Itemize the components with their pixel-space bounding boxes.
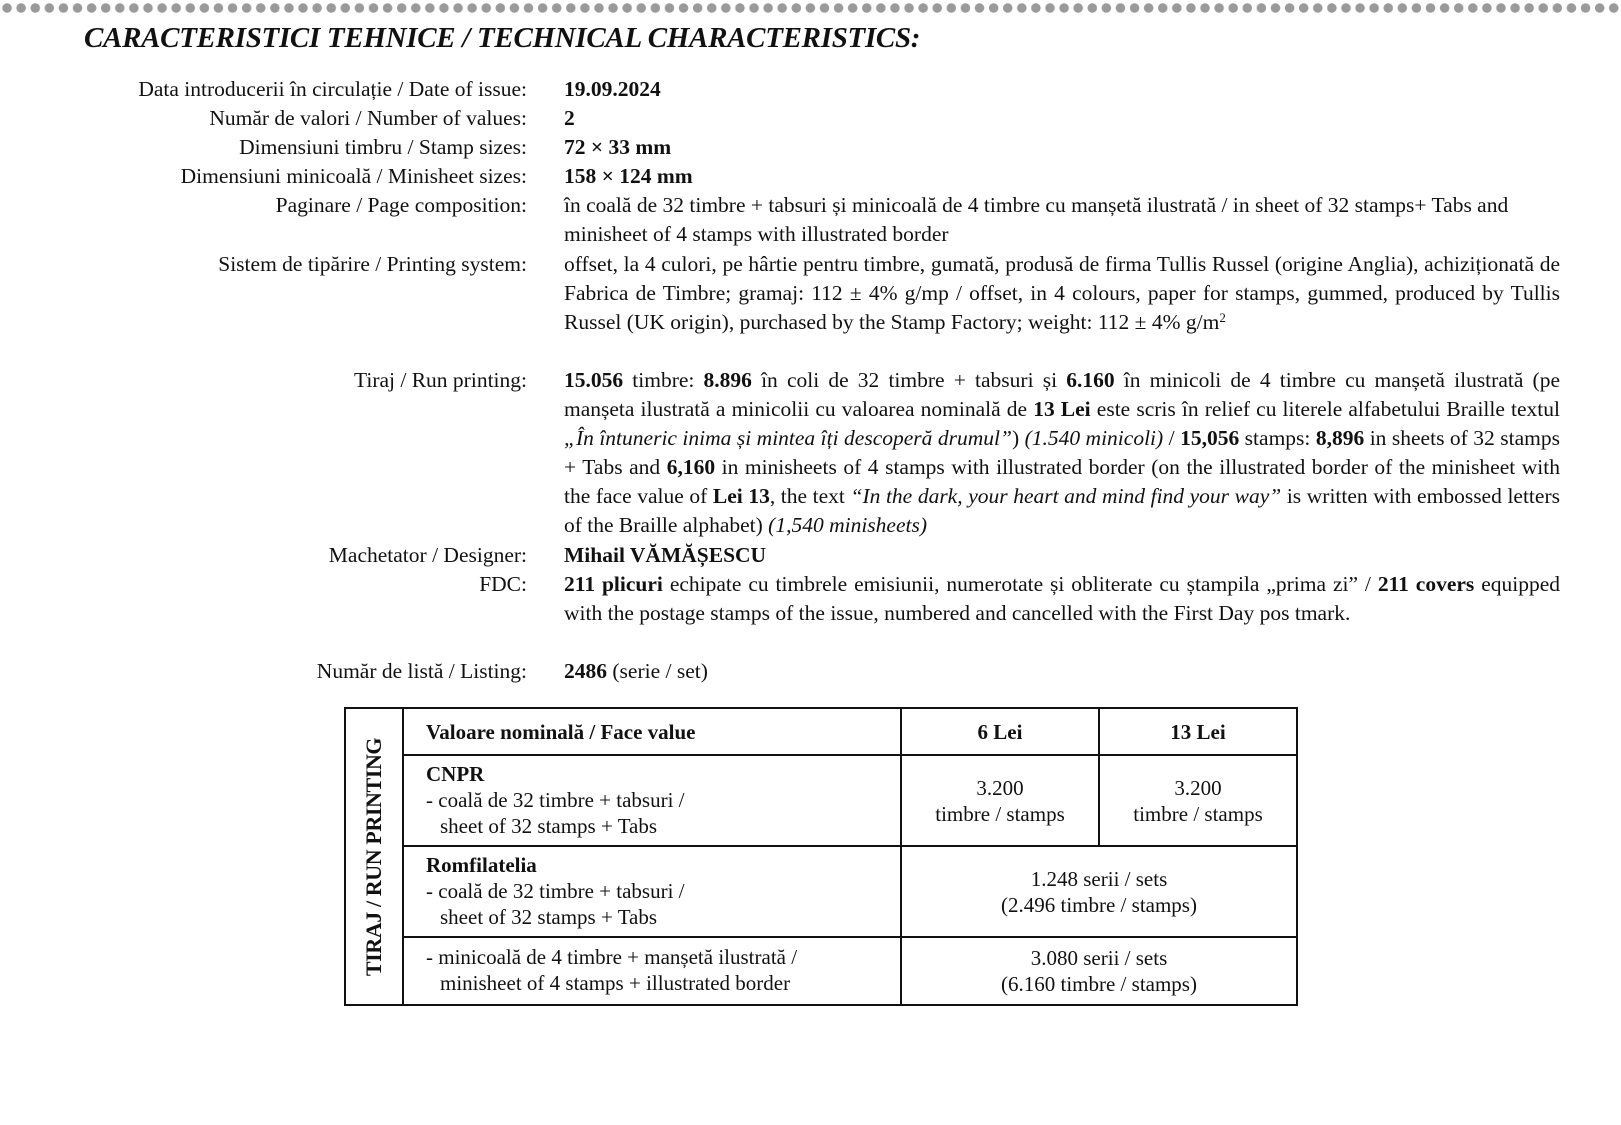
run-text: 13 Lei — [1033, 397, 1091, 421]
column-header-13-lei: 13 Lei — [1099, 708, 1297, 755]
table-side-cell — [345, 708, 403, 1005]
row-name: Romfilatelia — [426, 852, 537, 877]
printing-text: offset, la 4 culori, pe hârtie pentru timbre, gumată, produsă de firma Tullis Russel (origine Anglia), achiziționată de Fabrica de Timbre; gramaj: 112 ± 4% g/mp / offset, in 4 colours, paper for stamps, gummed, produced by Tullis Russel (UK origin), purchased by the Stamp Factory; weight: 112 ± 4% g/m — [564, 252, 1560, 334]
table-row-minisheet — [345, 937, 1297, 1005]
run-text: in sheets of 32 stamps + Tabs and — [564, 426, 1560, 479]
spec-label: Sistem de tipărire / Printing system: — [218, 252, 527, 276]
cell-line: 3.200 — [976, 775, 1024, 800]
run-text: “In the dark, your heart and mind find your way” — [850, 484, 1282, 508]
table-side-label: TIRAJ / RUN PRINTING — [361, 737, 386, 976]
spec-value — [564, 570, 1560, 628]
fdc-text: echipate cu timbrele emisiunii, numerotate și obliterate cu ștampila „prima zi” / — [662, 572, 1378, 596]
table-cell — [901, 755, 1099, 846]
row-line: minisheet of 4 stamps + illustrated border — [440, 971, 791, 995]
cell-line: 1.248 serii / sets — [1030, 866, 1168, 891]
spec-label: Tiraj / Run printing: — [353, 368, 527, 392]
row-name: CNPR — [426, 761, 485, 786]
run-text: 8.896 — [703, 368, 752, 392]
listing-number: 2486 — [564, 659, 607, 683]
table-row-romfilatelia — [345, 846, 1297, 937]
run-text: în coli de 32 timbre + tabsuri și — [751, 368, 1067, 392]
table-header-row — [345, 708, 1297, 755]
spec-value — [564, 250, 1560, 337]
table-cell — [901, 846, 1297, 937]
listing-suffix: (serie / set) — [607, 659, 708, 683]
spec-label: Machetator / Designer: — [328, 543, 527, 567]
run-text: 15.056 — [564, 368, 624, 392]
table-cell — [901, 937, 1297, 1005]
fdc-text: equipped with the postage stamps of the issue, numbered and cancelled with the First Day pos tmark. — [564, 572, 1561, 625]
run-text: 6.160 — [1066, 368, 1115, 392]
run-text: în minicoli de 4 timbre cu manșetă ilustrată (pe manșeta ilustrată a minicolii cu valoarea nominală de — [564, 368, 1560, 421]
spec-value: în coală de 32 timbre + tabsuri și minicoală de 4 timbre cu manșetă ilustrată / in sheet of 32 stamps+ Tabs and minisheet of 4 stamps with illustrated border — [564, 193, 1509, 246]
run-printing-table — [344, 707, 1298, 1006]
spec-label: Paginare / Page composition: — [275, 193, 527, 217]
run-text: in minisheets of 4 stamps with illustrated border (on the illustrated border of the minisheet with the face value of — [564, 455, 1560, 508]
run-text: stamps: — [1239, 426, 1316, 450]
spec-label: Dimensiuni minicoală / Minisheet sizes: — [180, 164, 527, 188]
page-title: CARACTERISTICI TEHNICE / TECHNICAL CHARACTERISTICS: — [84, 22, 921, 54]
row-line: sheet of 32 stamps + Tabs — [440, 904, 658, 929]
row-line: sheet of 32 stamps + Tabs — [440, 813, 658, 838]
spec-value — [564, 657, 1560, 686]
row-line: - minicoală de 4 timbre + manșetă ilustrată / — [426, 945, 798, 969]
run-text: timbre: — [623, 368, 704, 392]
run-text: / — [1163, 426, 1181, 450]
row-description — [403, 846, 901, 937]
run-text: este scris în relief cu literele alfabetului Braille textul — [1090, 397, 1560, 421]
dotted-border — [0, 0, 1621, 16]
run-text: is written with embossed letters of the Braille alphabet) — [564, 484, 1560, 537]
run-text: , the text — [769, 484, 851, 508]
spec-value: 72 × 33 mm — [564, 135, 672, 159]
row-line: - coală de 32 timbre + tabsuri / — [426, 787, 685, 812]
cell-line: timbre / stamps — [1133, 801, 1263, 826]
run-text: (1.540 minicoli) — [1024, 426, 1164, 450]
row-line: - coală de 32 timbre + tabsuri / — [426, 878, 685, 903]
cell-line: (6.160 timbre / stamps) — [1001, 972, 1197, 996]
spec-value: 158 × 124 mm — [564, 164, 693, 188]
run-text: 15,056 — [1180, 426, 1240, 450]
spec-label: Număr de listă / Listing: — [316, 659, 527, 683]
column-header-6-lei: 6 Lei — [901, 708, 1099, 755]
run-text: Lei 13 — [712, 484, 770, 508]
spec-label: Număr de valori / Number of values: — [209, 106, 527, 130]
fdc-text: 211 plicuri — [564, 572, 663, 596]
spec-label: Data introducerii în circulație / Date of issue: — [138, 77, 527, 101]
row-description — [403, 937, 901, 1005]
spec-label: Dimensiuni timbru / Stamp sizes: — [239, 135, 527, 159]
run-text: ) — [1011, 426, 1025, 450]
fdc-text: 211 covers — [1377, 572, 1475, 596]
cell-line: timbre / stamps — [935, 801, 1065, 826]
superscript: 2 — [1219, 310, 1226, 325]
spec-value: Mihail VĂMĂȘESCU — [564, 543, 767, 567]
spec-value: 2 — [564, 106, 575, 130]
cell-line: 3.080 serii / sets — [1030, 946, 1168, 970]
table-row-cnpr — [345, 755, 1297, 846]
table-cell — [1099, 755, 1297, 846]
row-description — [403, 755, 901, 846]
cell-line: (2.496 timbre / stamps) — [1001, 892, 1197, 917]
spec-label: FDC: — [479, 572, 527, 596]
run-text: „În întuneric inima și mintea îți descoperă drumul” — [564, 426, 1012, 450]
run-text: (1,540 minisheets) — [768, 513, 928, 537]
face-value-header: Valoare nominală / Face value — [403, 708, 901, 755]
run-text: 6,160 — [666, 455, 716, 479]
cell-line: 3.200 — [1174, 775, 1222, 800]
spec-value: 19.09.2024 — [564, 77, 661, 101]
run-text: 8,896 — [1315, 426, 1365, 450]
spec-value — [564, 366, 1560, 540]
